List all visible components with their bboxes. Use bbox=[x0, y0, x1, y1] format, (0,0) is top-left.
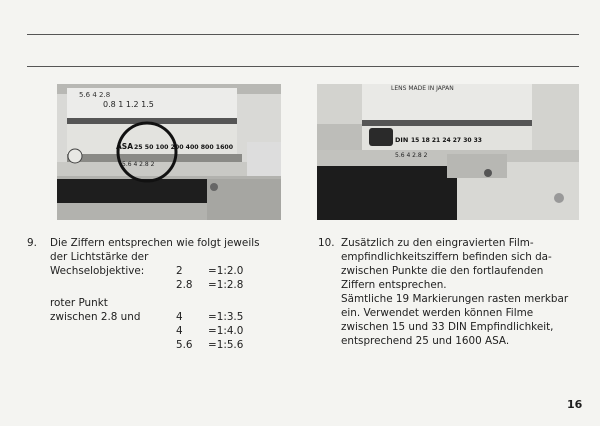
left-photo bbox=[57, 84, 281, 220]
red-dot-label: roter Punkt bbox=[50, 297, 108, 309]
table-b-4: =1:4.0 bbox=[208, 325, 244, 337]
section-10-line-7: zwischen 15 und 33 DIN Empfindlichkeit, bbox=[341, 321, 554, 333]
right-photo bbox=[317, 84, 579, 220]
table-b-3: =1:3.5 bbox=[208, 311, 244, 323]
section-9-line-1: Die Ziffern entsprechen wie folgt jeweils bbox=[50, 237, 260, 249]
section-10-line-3: zwischen Punkte die den fortlaufenden bbox=[341, 265, 544, 277]
second-rule bbox=[27, 66, 579, 67]
table-b-1: =1:2.0 bbox=[208, 265, 244, 277]
section-9 bbox=[27, 236, 292, 356]
distance-scale: 0.8 1 1.2 1.5 bbox=[103, 100, 154, 109]
section-10 bbox=[318, 236, 580, 356]
din-values: 15 18 21 24 27 30 33 bbox=[411, 137, 482, 144]
section-10-line-4: Ziffern entsprechen. bbox=[341, 279, 447, 291]
asa-values: 25 50 100 200 400 800 1600 bbox=[134, 144, 234, 151]
table-a-3: 4 bbox=[176, 311, 183, 323]
din-label: DIN bbox=[395, 136, 409, 144]
table-a-2: 2.8 bbox=[176, 279, 193, 291]
top-rule bbox=[27, 34, 579, 35]
lens-top-scale: 5.6 4 2.8 bbox=[79, 91, 111, 99]
red-dot-between: zwischen 2.8 und bbox=[50, 311, 141, 323]
section-9-number: 9. bbox=[27, 237, 37, 249]
section-10-line-2: empfindlichkeitsziffern befinden sich da- bbox=[341, 251, 552, 263]
page-number: 16 bbox=[567, 398, 583, 411]
lens-made-in-japan: LENS MADE IN JAPAN bbox=[391, 85, 454, 92]
section-10-line-8: entsprechend 25 und 1600 ASA. bbox=[341, 335, 510, 347]
section-9-line-2: der Lichtstärke der bbox=[50, 251, 149, 263]
aperture-scale-right: 5.6 4 2.8 2 bbox=[395, 152, 428, 159]
table-a-1: 2 bbox=[176, 265, 183, 277]
table-b-2: =1:2.8 bbox=[208, 279, 244, 291]
aperture-scale-left: 5.6 4 2.8 2 bbox=[122, 161, 155, 168]
table-a-5: 5.6 bbox=[176, 339, 193, 351]
section-10-number: 10. bbox=[318, 237, 335, 249]
asa-label: ASA bbox=[116, 142, 134, 151]
section-9-line-3: Wechselobjektive: bbox=[50, 265, 145, 277]
section-10-line-5: Sämtliche 19 Markierungen rasten merkbar bbox=[341, 293, 569, 305]
table-b-5: =1:5.6 bbox=[208, 339, 244, 351]
table-a-4: 4 bbox=[176, 325, 183, 337]
section-10-line-6: ein. Verwendet werden können Filme bbox=[341, 307, 534, 319]
section-10-line-1: Zusätzlich zu den eingravierten Film- bbox=[341, 237, 534, 249]
